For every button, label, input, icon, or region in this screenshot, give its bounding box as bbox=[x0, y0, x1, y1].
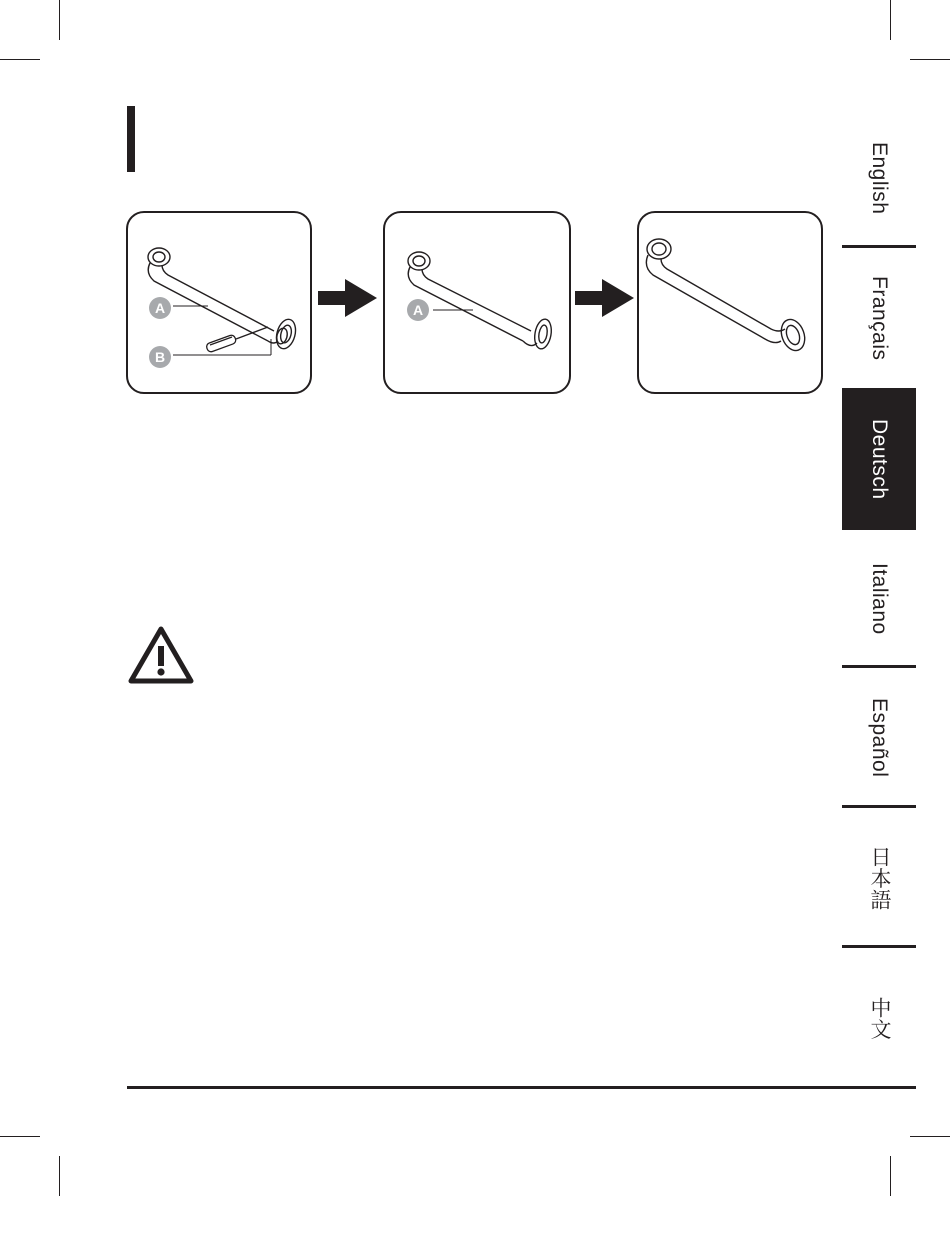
lang-tab-francais[interactable] bbox=[842, 248, 916, 388]
grab-bar-icon bbox=[639, 213, 825, 396]
lang-label: 中文 bbox=[868, 996, 891, 1040]
grab-bar-icon bbox=[128, 213, 314, 396]
lang-tab-espanol[interactable] bbox=[842, 668, 916, 808]
arrow-right-icon bbox=[318, 279, 378, 317]
step-1-panel bbox=[126, 211, 312, 394]
section-marker bbox=[127, 106, 135, 172]
lang-tab-chinese[interactable] bbox=[842, 948, 916, 1088]
crop-mark bbox=[0, 1136, 40, 1137]
step-3-panel bbox=[637, 211, 823, 394]
crop-mark bbox=[59, 0, 60, 40]
step-2-panel bbox=[383, 211, 571, 394]
lang-tab-japanese[interactable] bbox=[842, 808, 916, 948]
callout-b: B bbox=[154, 349, 166, 365]
screwdriver-icon bbox=[206, 327, 268, 353]
lang-tab-italiano[interactable] bbox=[842, 530, 916, 668]
callout-a: A bbox=[412, 302, 424, 318]
crop-mark bbox=[890, 1156, 891, 1196]
crop-mark bbox=[59, 1156, 60, 1196]
grab-bar-icon bbox=[385, 213, 573, 396]
warning-triangle-icon bbox=[128, 626, 194, 684]
crop-mark bbox=[910, 59, 950, 60]
lang-tab-english[interactable] bbox=[842, 108, 916, 248]
crop-mark bbox=[910, 1136, 950, 1137]
callout-a: A bbox=[154, 300, 166, 316]
arrow-right-icon bbox=[575, 279, 635, 317]
lang-tab-deutsch[interactable] bbox=[842, 388, 916, 530]
lang-label: Español bbox=[868, 698, 891, 778]
crop-mark bbox=[890, 0, 891, 40]
lang-label: Italiano bbox=[868, 563, 891, 635]
crop-mark bbox=[0, 59, 40, 60]
lang-label: English bbox=[868, 141, 891, 215]
footer-rule bbox=[127, 1086, 916, 1089]
lang-label: Deutsch bbox=[868, 418, 891, 500]
lang-label: 日本語 bbox=[868, 845, 891, 911]
lang-label: Français bbox=[868, 275, 891, 361]
